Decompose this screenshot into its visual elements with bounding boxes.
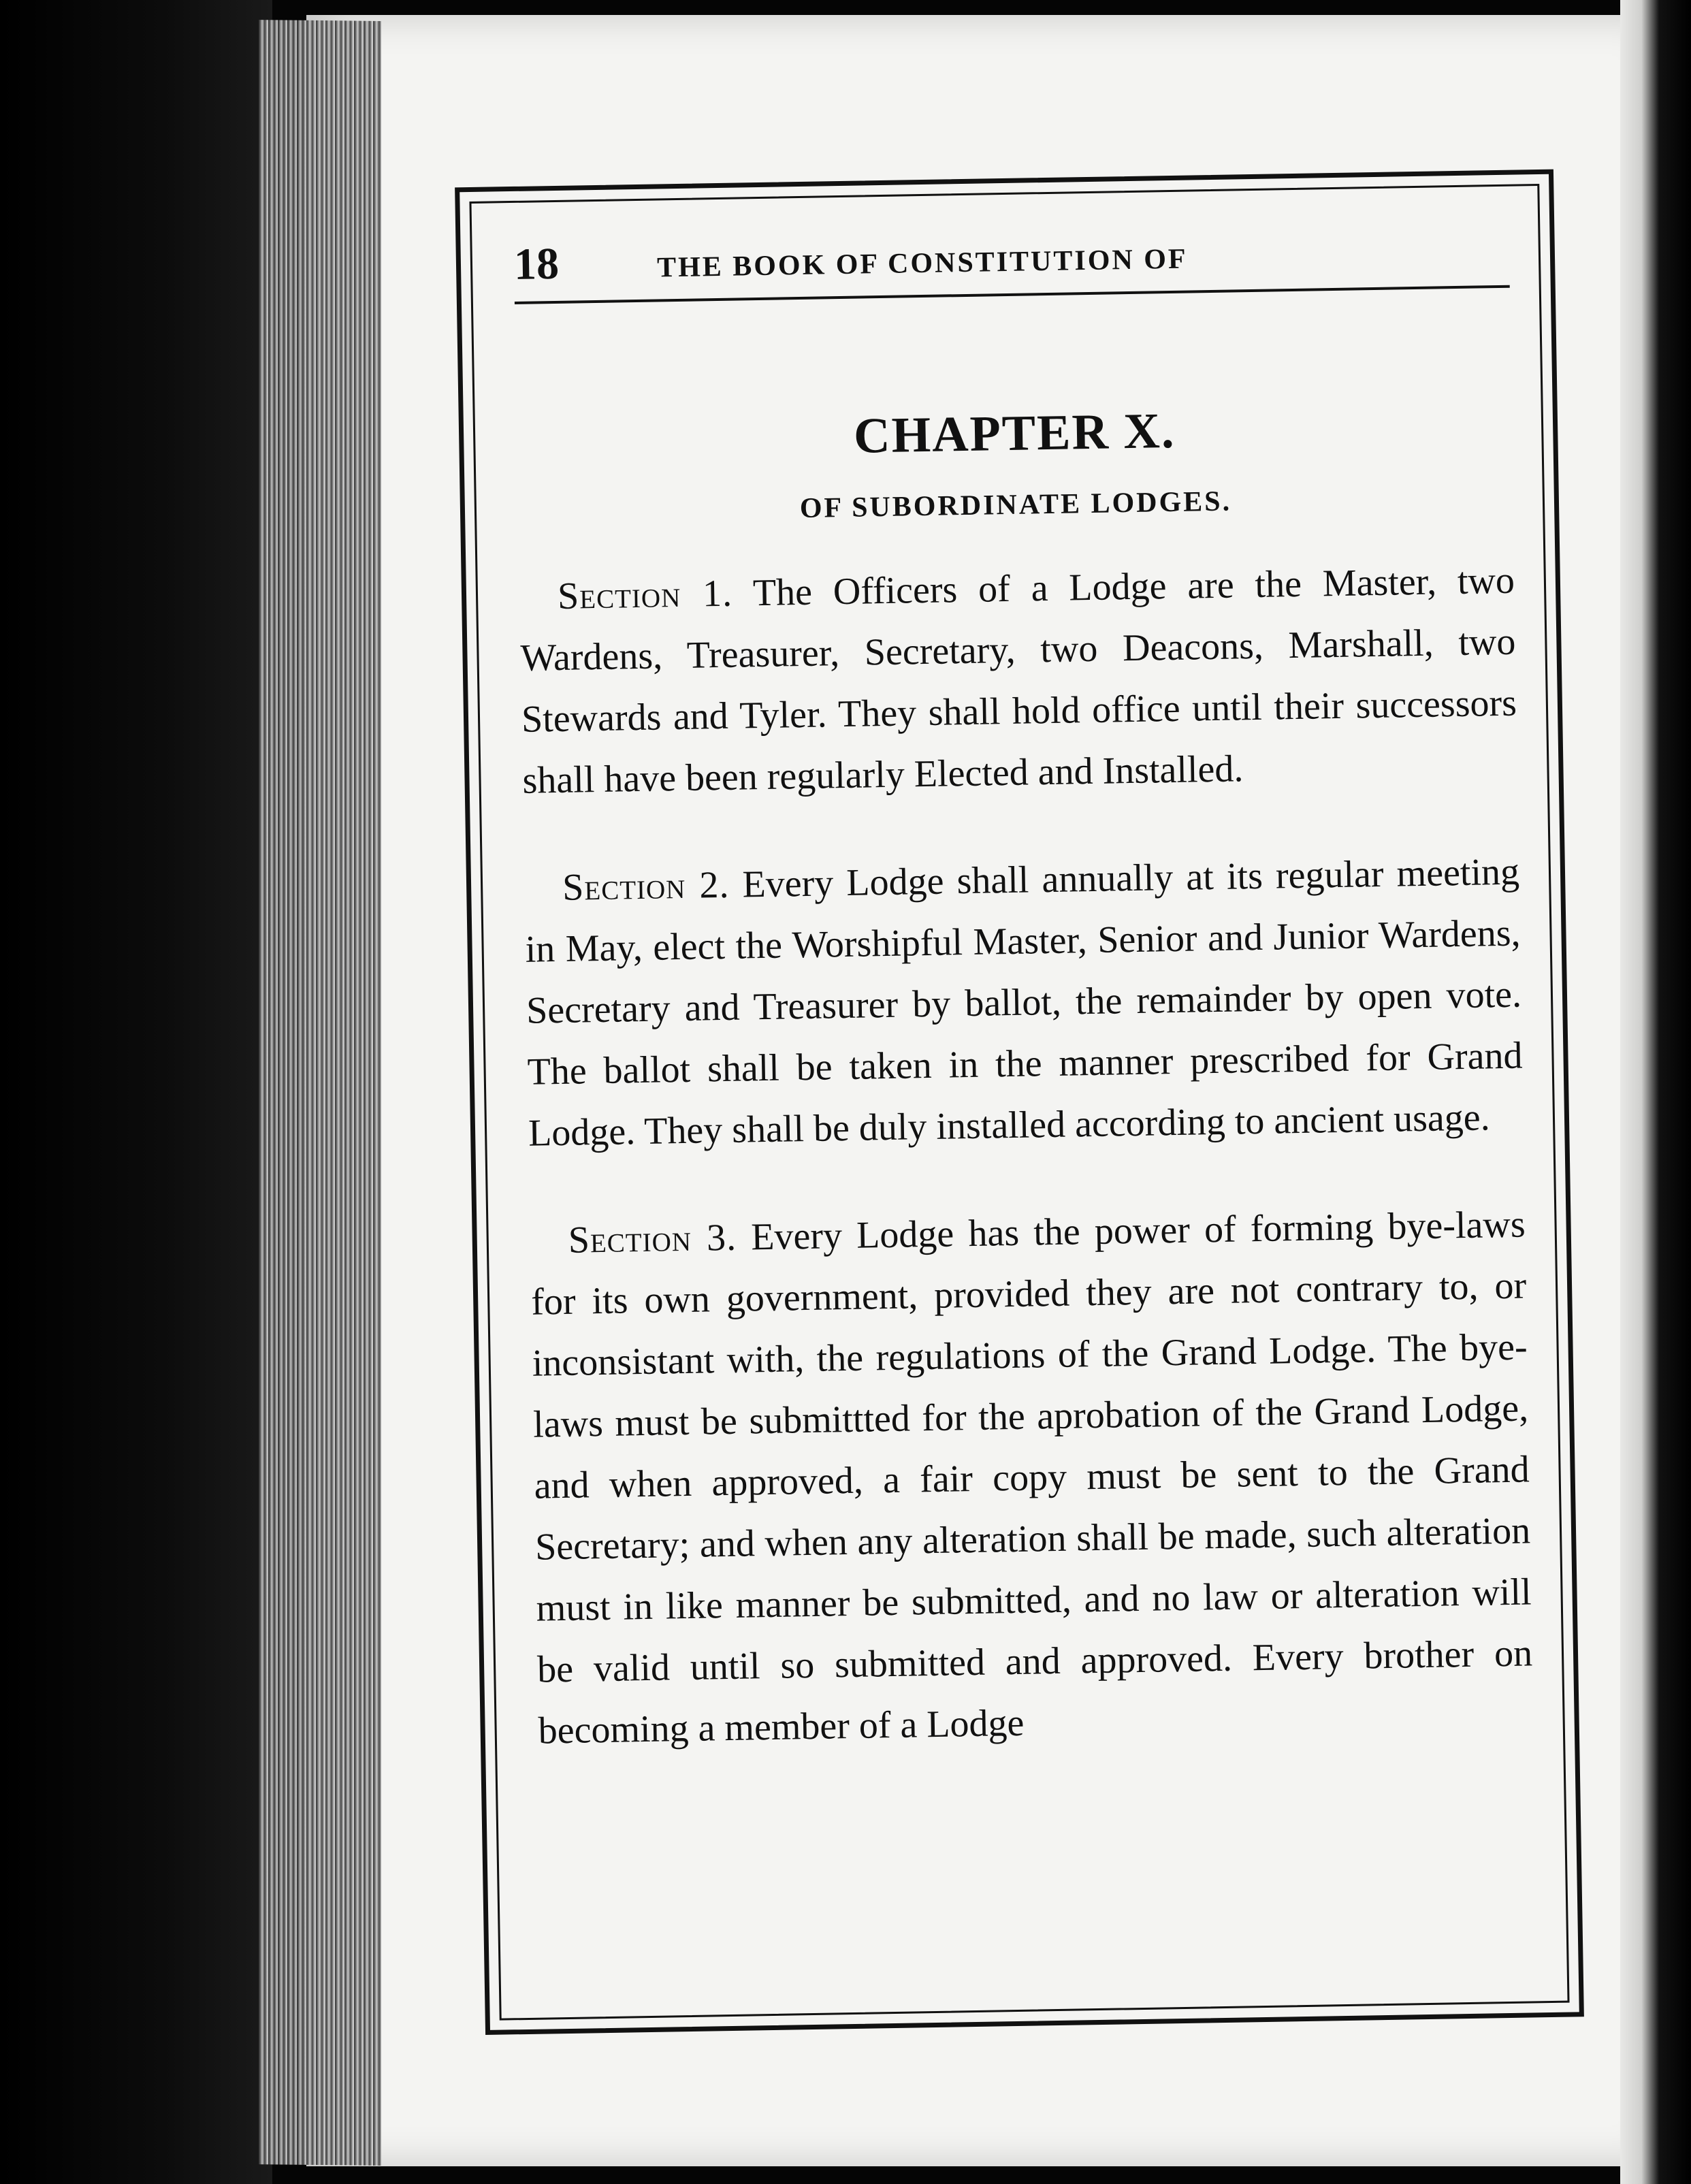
section-2-label: Section 2.: [562, 863, 730, 909]
page-gutter-shadow: [1620, 0, 1691, 2184]
section-3-label: Section 3.: [568, 1216, 737, 1262]
section-1-label: Section 1.: [557, 572, 733, 617]
section-3-text: Every Lodge has the power of forming bye-laws for its own government, provided they are not contrary to, or inconsistant with, the regulations of the Grand Lodge. The bye-laws must be submittted for the aprobation of the Grand Lodge, and when approved, a fair copy must be sent to the Grand Secretary; and when any alteration shall be made, such alteration must in like manner be submitted, and no law or alteration will be valid until so submitted and approved. Every brother on becoming a member of a Lodge: [530, 1203, 1533, 1752]
chapter-title: CHAPTER X.: [853, 402, 1176, 464]
page-stack-edges: [259, 20, 381, 2166]
section-3: [530, 1194, 1534, 1762]
chapter-subtitle: OF SUBORDINATE LODGES.: [799, 485, 1232, 525]
section-1: [519, 550, 1518, 812]
dark-background: [0, 0, 272, 2184]
text-frame: [455, 170, 1584, 2035]
running-title: THE BOOK OF CONSTITUTION OF: [656, 243, 1188, 284]
section-1-text: The Officers of a Lodge are the Master, two Wardens, Treasurer, Secretary, two Deacons, Marshall, two Stewards and Tyler. They shall hold office until their successors shall have been regularly Elected and Installed.: [520, 559, 1517, 802]
section-2: [524, 841, 1524, 1164]
section-2-text: Every Lodge shall annually at its regular meeting in May, elect the Worshipful Master, Senior and Junior Wardens, Secretary and Treasurer by ballot, the remainder by open vote. The ballot shall be taken in the manner prescribed for Grand Lodge. They shall be duly installed according to ancient usage.: [525, 850, 1523, 1155]
page-number: 18: [513, 238, 560, 289]
page-content: [513, 223, 1534, 1762]
